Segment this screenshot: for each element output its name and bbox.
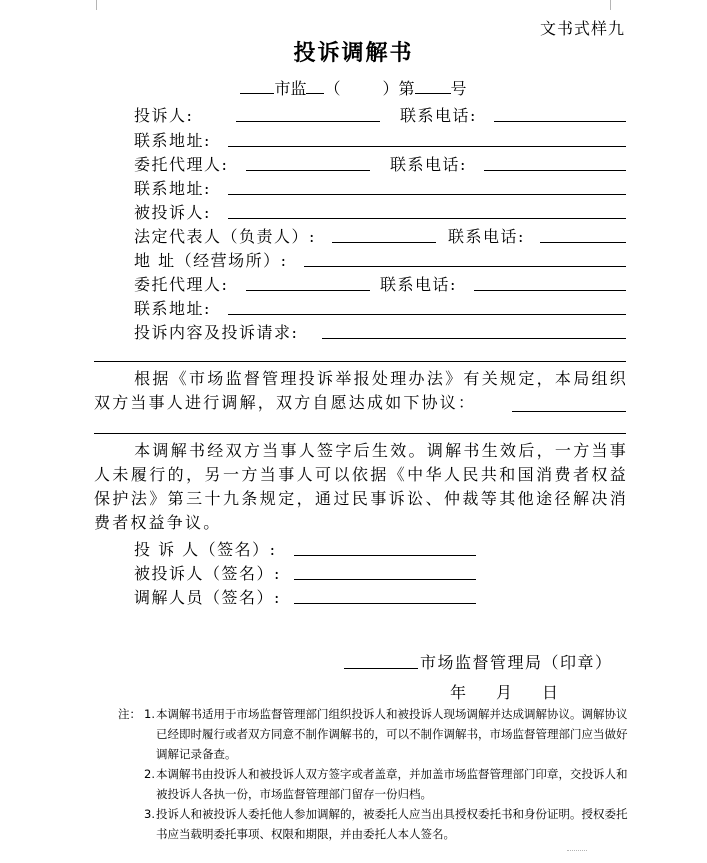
note-item — [118, 704, 633, 764]
note-number: 2. — [144, 767, 155, 781]
legal-rep-label: 法定代表人（负责人）: — [134, 227, 316, 246]
sample-label: 文书式样九 — [539, 19, 625, 38]
effect-paragraph: 本调解书经双方当事人签字后生效。调解书生效后，一方当事人未履行的，另一方当事人可以依据《中华人民共和国消费者权益保护法》第三十九条规定，通过民事诉讼、仲裁等其他途径解决消费者权益争议。 — [94, 441, 628, 532]
note-item — [118, 804, 633, 844]
premises-label: 地 址（经营场所）: — [134, 251, 288, 270]
phone-label-2: 联系电话: — [390, 155, 467, 174]
respondent-label: 被投诉人: — [134, 203, 211, 222]
phone-field-4[interactable] — [474, 290, 626, 291]
agent-label-1: 委托代理人: — [134, 155, 229, 174]
date-day: 日 — [542, 683, 560, 702]
note-text: 本调解书由投诉人和被投诉人双方签字或者盖章，并加盖市场监督管理部门印章，交投诉人和被投诉人各执一份，市场监督管理部门留存一份归档。 — [156, 767, 628, 801]
sign-complainant-field[interactable] — [294, 555, 476, 556]
docno-paren-close: ）第 — [382, 79, 415, 98]
address-field-2[interactable] — [228, 194, 626, 195]
document-number — [0, 76, 707, 99]
phone-label-3: 联系电话: — [448, 227, 525, 246]
sign-mediator-label: 调解人员（签名）: — [134, 588, 281, 607]
date-month: 月 — [496, 683, 514, 702]
sign-mediator-field[interactable] — [294, 603, 476, 604]
agreement-paragraph: 根据《市场监督管理投诉举报处理办法》有关规定，本局组织双方当事人进行调解，双方自愿达成如下协议： — [94, 369, 628, 412]
address-label-2: 联系地址: — [134, 179, 211, 198]
docno-blank-year[interactable] — [306, 76, 324, 94]
agent-label-2: 委托代理人: — [134, 275, 229, 294]
complainant-label: 投诉人: — [134, 106, 194, 125]
note-item — [118, 764, 633, 804]
phone-label-4: 联系电话: — [380, 275, 457, 294]
agreement-field-extra[interactable] — [94, 433, 626, 434]
bureau-seal-label: 市场监督管理局（印章） — [420, 653, 613, 672]
docno-blank-prefix[interactable] — [240, 76, 274, 94]
docno-blank-number[interactable] — [415, 76, 451, 94]
address-label-1: 联系地址: — [134, 131, 211, 150]
note-text: 投诉人和被投诉人委托他人参加调解的，被委托人应当出具授权委托书和身份证明。授权委托书应当载明委托事项、权限和期限，并由委托人本人签名。 — [156, 807, 628, 841]
note-number: 3. — [144, 807, 155, 821]
phone-field-2[interactable] — [484, 170, 626, 171]
legal-rep-field[interactable] — [332, 242, 436, 243]
complainant-field[interactable] — [236, 121, 380, 122]
bureau-name-field[interactable] — [344, 668, 418, 669]
phone-field-1[interactable] — [494, 121, 626, 122]
complaint-content-label: 投诉内容及投诉请求: — [134, 323, 299, 342]
docno-end: 号 — [450, 79, 467, 98]
sign-respondent-field[interactable] — [294, 579, 476, 580]
page-corner-mark-left — [84, 0, 97, 10]
page-title: 投诉调解书 — [293, 40, 414, 66]
premises-field[interactable] — [304, 266, 626, 267]
address-label-3: 联系地址: — [134, 299, 211, 318]
respondent-field[interactable] — [228, 218, 626, 219]
agent-field-2[interactable] — [246, 290, 370, 291]
page-corner-mark-bottom — [567, 850, 587, 863]
phone-field-3[interactable] — [540, 242, 626, 243]
note-number: 1. — [144, 707, 155, 721]
phone-label-1: 联系电话: — [400, 106, 477, 125]
docno-paren-open: （ — [324, 79, 341, 98]
agreement-field[interactable] — [512, 411, 626, 412]
notes-section — [118, 704, 633, 844]
docno-mid: 市监 — [274, 79, 307, 98]
complaint-content-field[interactable] — [322, 338, 626, 339]
date-year: 年 — [450, 683, 468, 702]
agent-field-1[interactable] — [246, 170, 370, 171]
sign-respondent-label: 被投诉人（签名）: — [134, 564, 281, 583]
notes-lead: 注： — [118, 707, 141, 721]
address-field-3[interactable] — [228, 314, 626, 315]
sign-complainant-label: 投 诉 人（签名）: — [134, 540, 277, 559]
address-field-1[interactable] — [228, 146, 626, 147]
note-text: 本调解书适用于市场监督管理部门组织投诉人和被投诉人现场调解并达成调解协议。调解协议已经即时履行或者双方同意不制作调解书的，可以不制作调解书，市场监督管理部门应当做好调解记录备查。 — [156, 707, 628, 761]
page-corner-mark-right — [610, 0, 623, 10]
complaint-content-field-extra[interactable] — [94, 361, 626, 362]
